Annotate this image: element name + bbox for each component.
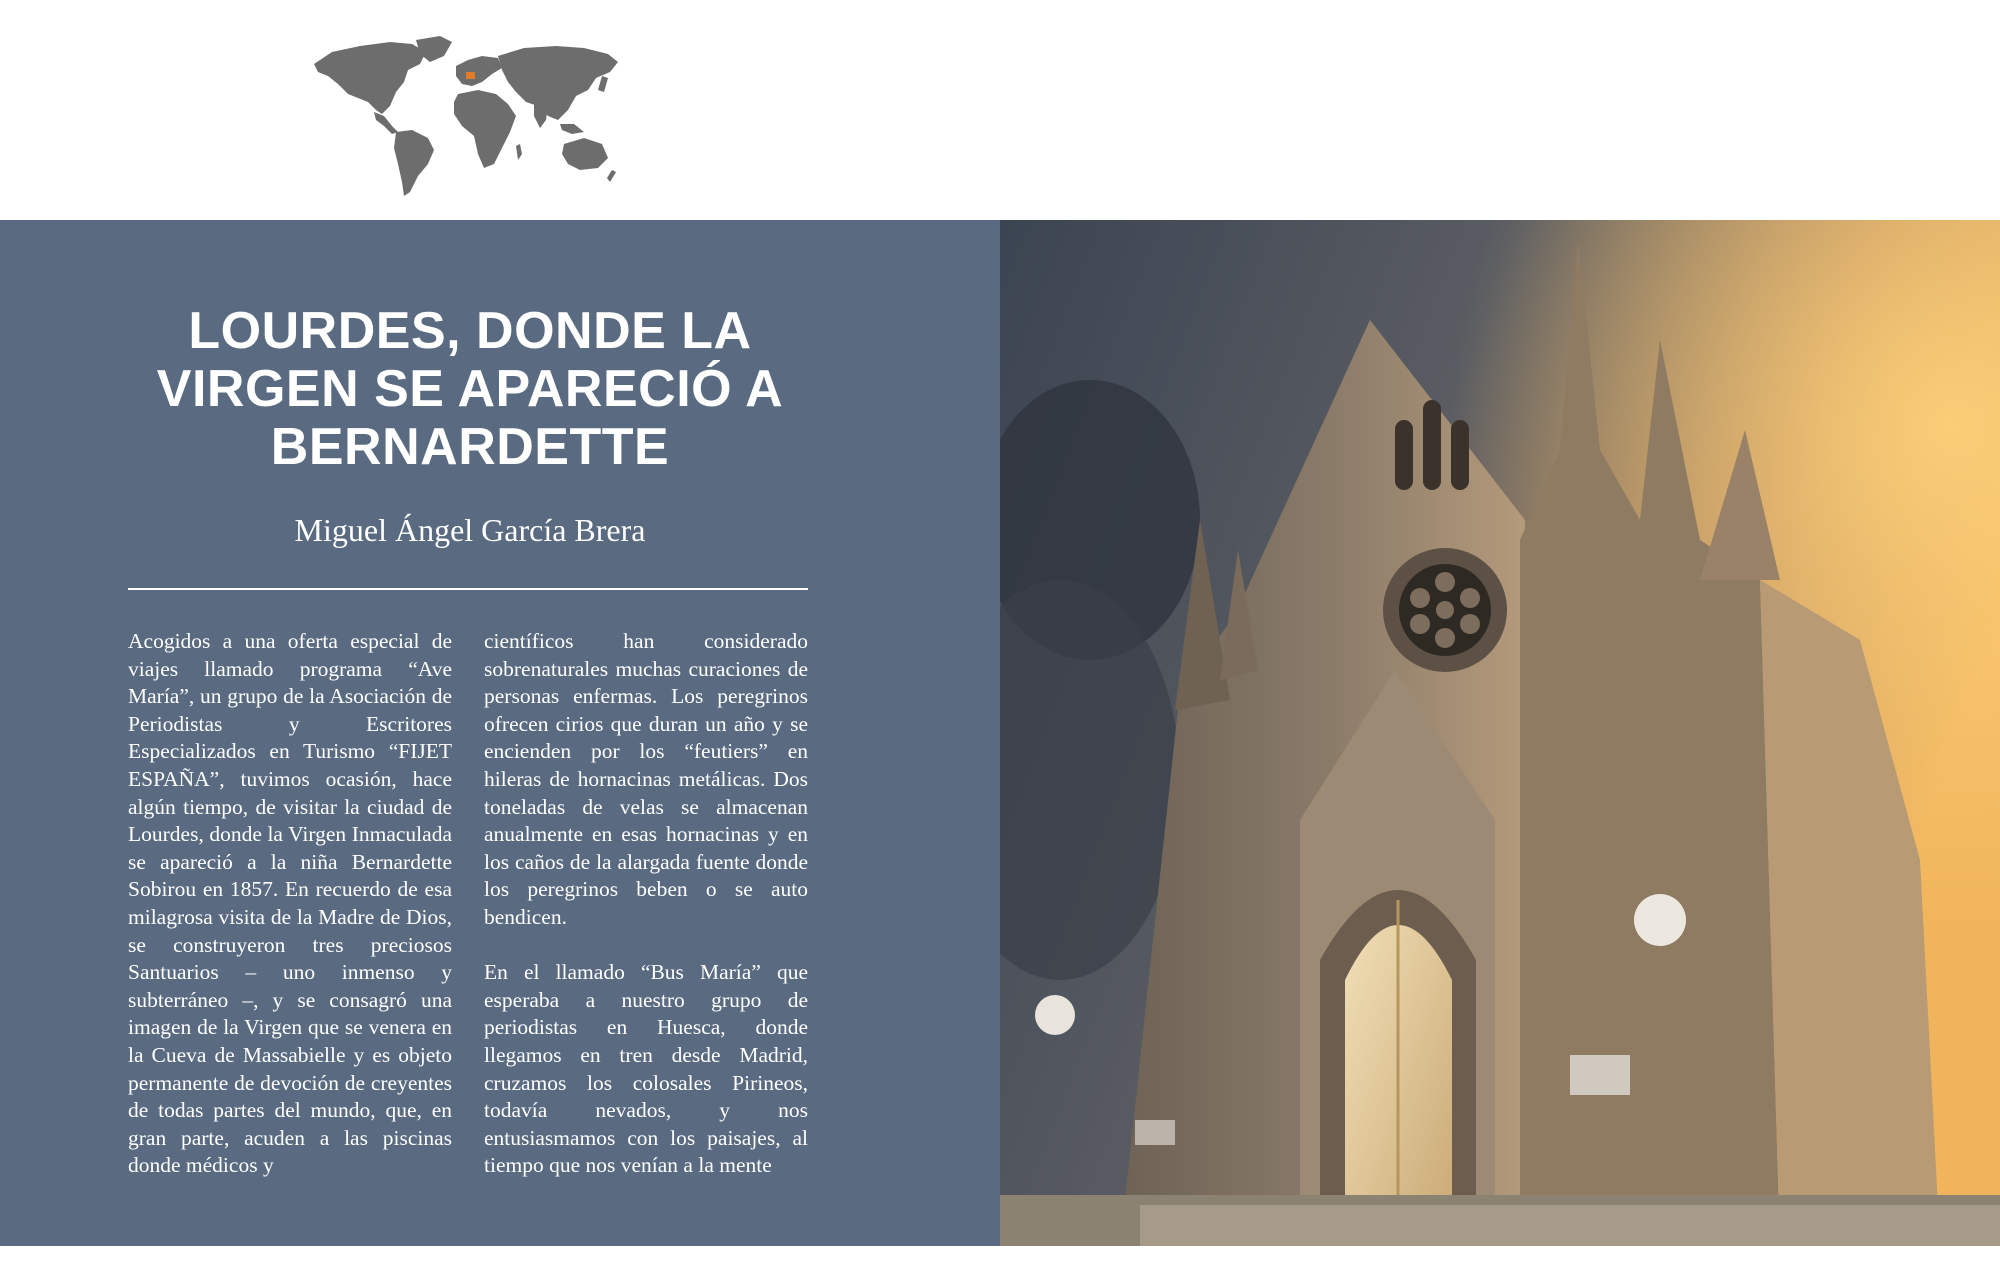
paragraph: Acogidos a una oferta especial de viajes llamado programa “Ave María”, un grupo de la Asociación de Periodistas y Escritores Especializados en Turismo “FIJET ESPAÑA”, tuvimos ocasión, hace algún tiempo, de visitar la ciudad de Lourdes, donde la Virgen Inmaculada se apareció a la niña Bernardette Sobirou en 1857. En recuerdo de esa milagrosa visita de la Madre de Dios, se construyeron tres preciosos Santuarios – uno inmenso y subterráneo –, y se consagró una imagen de la Virgen que se venera en la Cueva de Massabielle y es objeto permanente de devoción de creyentes de todas partes del mundo, que, en gran parte, acuden a las piscinas donde médicos y [128, 629, 452, 1178]
article-column-right [484, 628, 808, 1180]
world-map-icon [312, 36, 622, 198]
article-author: Miguel Ángel García Brera [294, 512, 646, 548]
title-divider [128, 588, 808, 590]
paragraph: En el llamado “Bus María” que esperaba a nuestro grupo de periodistas en Huesca, donde llegamos en tren desde Madrid, cruzamos los colosales Pirineos, todavía nevados, y nos entusiasmamos con los paisajes, al tiempo que nos venían a la mente [484, 960, 808, 1178]
page-header-band [0, 0, 2000, 220]
page-footer-band [0, 1246, 2000, 1271]
church-photo [1000, 220, 2000, 1246]
paragraph: científicos han considerado sobrenaturales muchas curaciones de personas enfermas. Los peregrinos ofrecen cirios que duran un año y se encienden por los “feutiers” en hileras de hornacinas metálicas. Dos toneladas de velas se almacenan anualmente en esas hornacinas y en los caños de la alargada fuente donde los peregrinos beben o se auto bendicen. [484, 629, 808, 929]
article-title: LOURDES, DONDE LA VIRGEN SE APARECIÓ A BERNARDETTE [156, 302, 784, 476]
article-column-left [128, 628, 452, 1180]
